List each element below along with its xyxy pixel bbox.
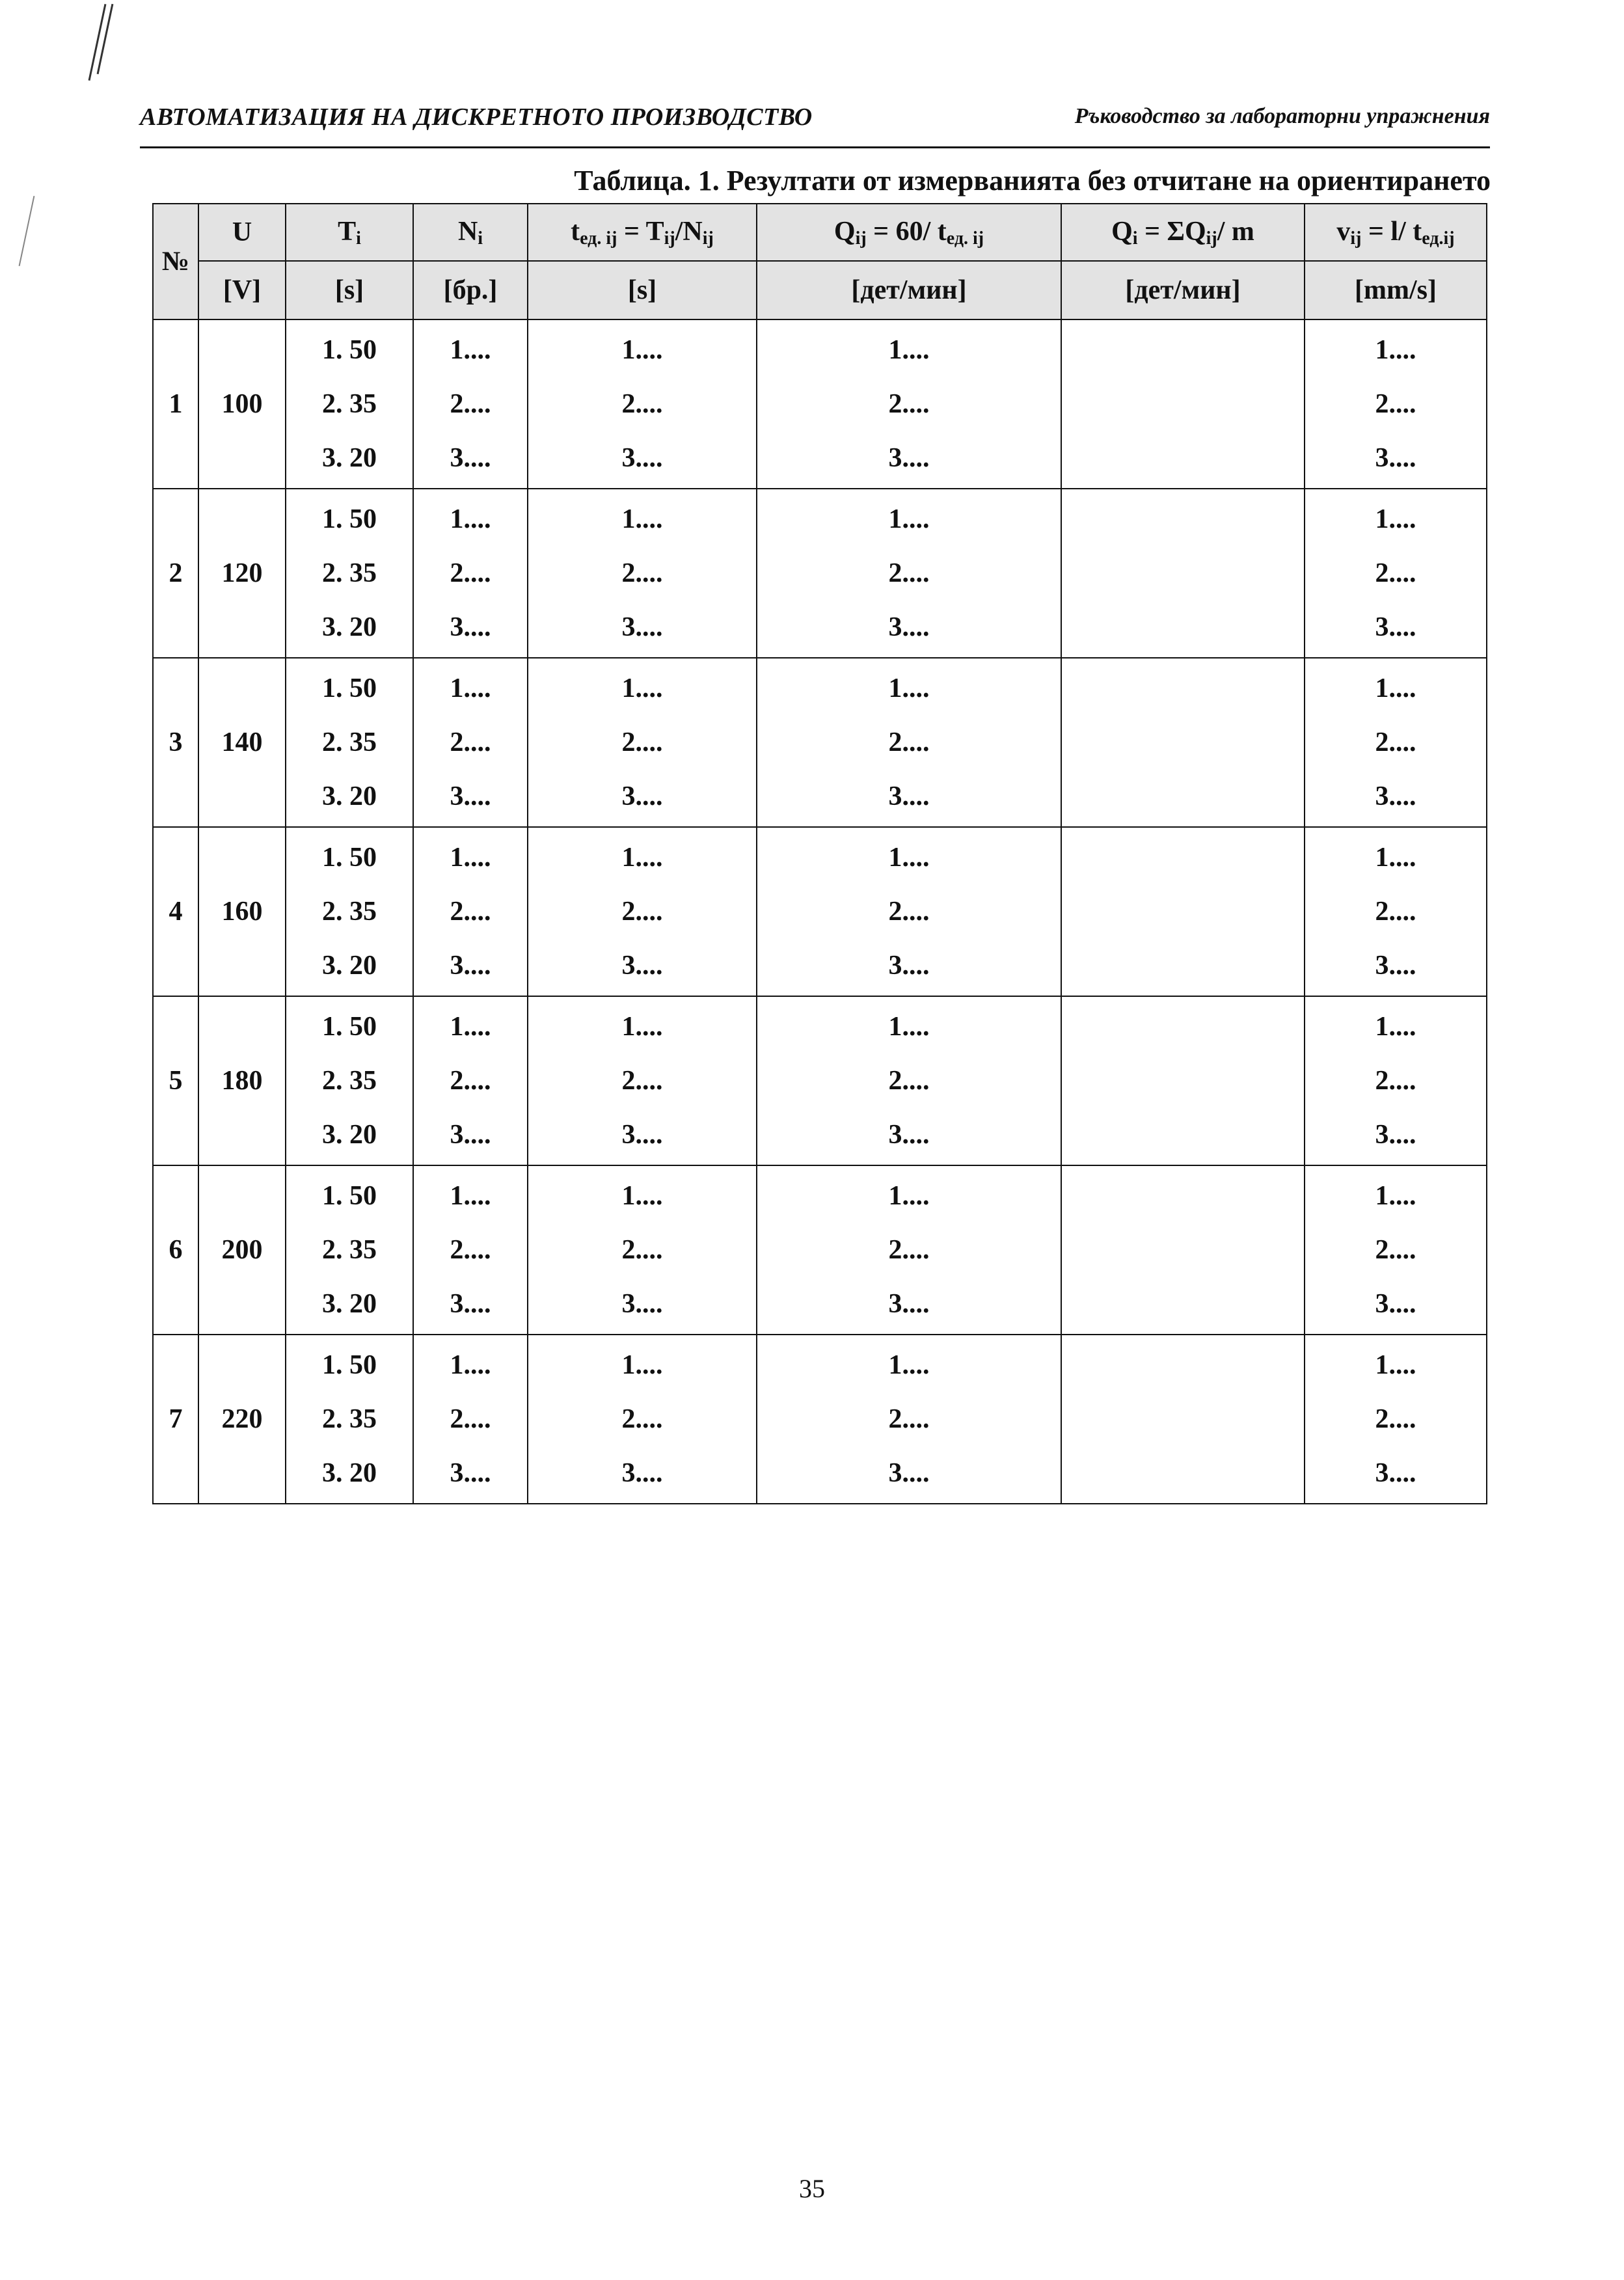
cell-line: 2.... xyxy=(621,1065,663,1096)
cell-ti xyxy=(286,658,413,827)
cell-line: 1.... xyxy=(1375,843,1416,873)
cell-line: 2.... xyxy=(621,1404,663,1434)
cell-line: 1.... xyxy=(450,1012,491,1042)
cell-line: 3.... xyxy=(450,612,491,642)
cell-line: 3. 20 xyxy=(322,1458,377,1488)
cell-line: 2. 35 xyxy=(322,1404,377,1434)
cell-line: 1.... xyxy=(450,504,491,535)
cell-line: 3.... xyxy=(1375,442,1416,473)
cell-ni xyxy=(413,1165,528,1335)
cell-t-unit xyxy=(528,319,757,489)
cell-u: 100 xyxy=(198,319,286,489)
table-row xyxy=(153,489,1487,658)
cell-ti xyxy=(286,1165,413,1335)
cell-line: 1.... xyxy=(621,504,663,535)
cell-line: 1. 50 xyxy=(322,1012,377,1042)
cell-no: 3 xyxy=(153,658,198,827)
cell-line: 2. 35 xyxy=(322,727,377,757)
cell-ti xyxy=(286,319,413,489)
cell-line: 3.... xyxy=(621,1288,663,1319)
cell-vij xyxy=(1305,319,1487,489)
cell-vij xyxy=(1305,996,1487,1165)
table-row xyxy=(153,996,1487,1165)
cell-line: 2.... xyxy=(888,1065,930,1096)
cell-line: 1.... xyxy=(450,843,491,873)
cell-line: 1.... xyxy=(1375,673,1416,704)
cell-line: 2. 35 xyxy=(322,558,377,588)
cell-qi xyxy=(1061,319,1305,489)
cell-qi xyxy=(1061,489,1305,658)
cell-line: 2.... xyxy=(888,896,930,927)
cell-line: 2. 35 xyxy=(322,1065,377,1096)
cell-line: 1. 50 xyxy=(322,673,377,704)
cell-line: 2.... xyxy=(450,388,491,419)
cell-line: 2.... xyxy=(888,727,930,757)
cell-qi xyxy=(1061,827,1305,996)
cell-line: 1. 50 xyxy=(322,1350,377,1381)
header-row-units xyxy=(153,261,1487,319)
cell-line: 3.... xyxy=(621,1458,663,1488)
cell-line: 1. 50 xyxy=(322,843,377,873)
cell-qi xyxy=(1061,1165,1305,1335)
cell-qij xyxy=(757,1335,1061,1504)
cell-line: 3.... xyxy=(1375,612,1416,642)
cell-t-unit xyxy=(528,996,757,1165)
cell-line: 2.... xyxy=(1375,896,1416,927)
cell-line: 1.... xyxy=(1375,1012,1416,1042)
cell-line: 2.... xyxy=(450,727,491,757)
cell-line: 2.... xyxy=(888,388,930,419)
cell-vij xyxy=(1305,1165,1487,1335)
cell-line: 3. 20 xyxy=(322,612,377,642)
cell-line: 2.... xyxy=(450,1234,491,1265)
cell-line: 3.... xyxy=(621,612,663,642)
cell-line: 1.... xyxy=(888,335,930,366)
cell-u: 160 xyxy=(198,827,286,996)
cell-ni xyxy=(413,489,528,658)
cell-t-unit xyxy=(528,489,757,658)
cell-line: 2.... xyxy=(450,558,491,588)
cell-ni xyxy=(413,996,528,1165)
cell-line: 2. 35 xyxy=(322,1234,377,1265)
cell-u: 180 xyxy=(198,996,286,1165)
cell-qi xyxy=(1061,1335,1305,1504)
cell-line: 3.... xyxy=(888,1288,930,1319)
cell-line: 2.... xyxy=(1375,1234,1416,1265)
cell-u: 200 xyxy=(198,1165,286,1335)
col-header-qi: $Q_i = \Sigma Q_{ij}/$ m xyxy=(1061,204,1305,261)
cell-line: 2.... xyxy=(621,558,663,588)
cell-ti xyxy=(286,827,413,996)
cell-line: 2. 35 xyxy=(322,388,377,419)
cell-line: 2.... xyxy=(450,1065,491,1096)
unit-ti: [s] xyxy=(286,261,413,319)
cell-line: 1.... xyxy=(1375,335,1416,366)
cell-line: 3.... xyxy=(1375,1119,1416,1150)
header-divider xyxy=(140,146,1490,148)
header-row-names xyxy=(153,204,1487,261)
cell-line: 3.... xyxy=(888,612,930,642)
table-row xyxy=(153,658,1487,827)
cell-line: 1.... xyxy=(621,1350,663,1381)
cell-ni xyxy=(413,1335,528,1504)
cell-line: 1.... xyxy=(888,673,930,704)
cell-vij xyxy=(1305,827,1487,996)
cell-line: 2.... xyxy=(450,896,491,927)
cell-line: 3.... xyxy=(888,950,930,981)
cell-line: 2.... xyxy=(888,1404,930,1434)
cell-line: 1.... xyxy=(888,1350,930,1381)
cell-line: 3. 20 xyxy=(322,781,377,811)
cell-line: 3.... xyxy=(450,1119,491,1150)
col-header-qij: $Q_{ij} = 60/$ $t_{ед. ij}$ xyxy=(757,204,1061,261)
cell-line: 1.... xyxy=(621,1012,663,1042)
unit-t: [s] xyxy=(528,261,757,319)
cell-line: 2.... xyxy=(1375,1404,1416,1434)
cell-line: 3.... xyxy=(450,781,491,811)
cell-line: 2. 35 xyxy=(322,896,377,927)
cell-t-unit xyxy=(528,658,757,827)
cell-no: 5 xyxy=(153,996,198,1165)
cell-line: 3.... xyxy=(450,950,491,981)
cell-ni xyxy=(413,827,528,996)
cell-line: 3.... xyxy=(1375,781,1416,811)
results-table xyxy=(152,203,1487,1504)
cell-line: 3. 20 xyxy=(322,1119,377,1150)
cell-line: 1.... xyxy=(888,1012,930,1042)
col-header-vij: $v_{ij} = l/$ $t_{ед.ij}$ xyxy=(1305,204,1487,261)
unit-qi: [дет/мин] xyxy=(1061,261,1305,319)
cell-line: 1.... xyxy=(621,673,663,704)
cell-line: 1.... xyxy=(888,504,930,535)
scan-mark xyxy=(19,196,35,266)
cell-line: 1.... xyxy=(1375,1350,1416,1381)
cell-line: 3.... xyxy=(621,442,663,473)
unit-ni: [бр.] xyxy=(413,261,528,319)
table-caption: Таблица. 1. Резултати от измерванията без отчитане на ориентирането xyxy=(574,165,1491,197)
cell-t-unit xyxy=(528,827,757,996)
table-row xyxy=(153,1165,1487,1335)
cell-line: 2.... xyxy=(888,558,930,588)
cell-line: 1.... xyxy=(621,843,663,873)
cell-line: 2.... xyxy=(621,896,663,927)
cell-t-unit xyxy=(528,1165,757,1335)
cell-line: 3.... xyxy=(1375,1458,1416,1488)
col-header-u: U xyxy=(198,204,286,261)
col-header-ti: $T_i$ xyxy=(286,204,413,261)
col-header-no: № xyxy=(153,204,198,319)
cell-line: 2.... xyxy=(450,1404,491,1434)
cell-line: 3. 20 xyxy=(322,950,377,981)
cell-line: 1. 50 xyxy=(322,1181,377,1212)
cell-line: 2.... xyxy=(1375,1065,1416,1096)
cell-line: 1. 50 xyxy=(322,504,377,535)
cell-line: 1.... xyxy=(888,843,930,873)
cell-ti xyxy=(286,1335,413,1504)
cell-no: 2 xyxy=(153,489,198,658)
cell-line: 1.... xyxy=(1375,504,1416,535)
cell-qi xyxy=(1061,996,1305,1165)
cell-line: 3.... xyxy=(621,1119,663,1150)
cell-line: 1.... xyxy=(450,335,491,366)
unit-vij: [mm/s] xyxy=(1305,261,1487,319)
cell-no: 7 xyxy=(153,1335,198,1504)
cell-line: 3.... xyxy=(450,1288,491,1319)
cell-line: 3.... xyxy=(888,442,930,473)
unit-qij: [дет/мин] xyxy=(757,261,1061,319)
cell-line: 3.... xyxy=(888,1458,930,1488)
cell-line: 3.... xyxy=(888,781,930,811)
header-title: АВТОМАТИЗАЦИЯ НА ДИСКРЕТНОТО ПРОИЗВОДСТВО xyxy=(140,103,813,131)
cell-line: 1.... xyxy=(450,673,491,704)
cell-line: 3. 20 xyxy=(322,442,377,473)
cell-line: 2.... xyxy=(621,727,663,757)
cell-line: 2.... xyxy=(1375,388,1416,419)
cell-qij xyxy=(757,827,1061,996)
cell-line: 1. 50 xyxy=(322,335,377,366)
cell-u: 220 xyxy=(198,1335,286,1504)
cell-qij xyxy=(757,1165,1061,1335)
running-header xyxy=(140,103,1490,142)
cell-line: 3.... xyxy=(1375,950,1416,981)
cell-line: 3.... xyxy=(450,442,491,473)
table-row xyxy=(153,319,1487,489)
cell-qij xyxy=(757,489,1061,658)
cell-line: 3.... xyxy=(1375,1288,1416,1319)
cell-no: 1 xyxy=(153,319,198,489)
unit-u: [V] xyxy=(198,261,286,319)
cell-line: 2.... xyxy=(1375,727,1416,757)
cell-vij xyxy=(1305,1335,1487,1504)
cell-qij xyxy=(757,996,1061,1165)
cell-qij xyxy=(757,319,1061,489)
table-row xyxy=(153,1335,1487,1504)
cell-line: 1.... xyxy=(450,1181,491,1212)
col-header-t-unit: $t_{ед. ij} = T_{ij}/N_{ij}$ xyxy=(528,204,757,261)
cell-qij xyxy=(757,658,1061,827)
cell-line: 2.... xyxy=(621,388,663,419)
cell-no: 4 xyxy=(153,827,198,996)
cell-qi xyxy=(1061,658,1305,827)
cell-line: 3.... xyxy=(450,1458,491,1488)
page-number: 35 xyxy=(799,2174,825,2203)
cell-ni xyxy=(413,658,528,827)
cell-line: 1.... xyxy=(888,1181,930,1212)
cell-line: 1.... xyxy=(621,335,663,366)
cell-line: 1.... xyxy=(450,1350,491,1381)
header-subtitle: Ръководство за лабораторни упражнения xyxy=(1074,104,1490,128)
cell-line: 1.... xyxy=(621,1181,663,1212)
table-row xyxy=(153,827,1487,996)
cell-line: 2.... xyxy=(1375,558,1416,588)
cell-line: 3. 20 xyxy=(322,1288,377,1319)
cell-t-unit xyxy=(528,1335,757,1504)
col-header-ni: $N_i$ xyxy=(413,204,528,261)
cell-ni xyxy=(413,319,528,489)
cell-vij xyxy=(1305,658,1487,827)
cell-line: 3.... xyxy=(888,1119,930,1150)
cell-u: 140 xyxy=(198,658,286,827)
cell-u: 120 xyxy=(198,489,286,658)
scan-mark xyxy=(97,4,114,74)
cell-line: 2.... xyxy=(621,1234,663,1265)
cell-ti xyxy=(286,489,413,658)
cell-line: 2.... xyxy=(888,1234,930,1265)
cell-no: 6 xyxy=(153,1165,198,1335)
cell-vij xyxy=(1305,489,1487,658)
cell-line: 3.... xyxy=(621,781,663,811)
cell-ti xyxy=(286,996,413,1165)
cell-line: 1.... xyxy=(1375,1181,1416,1212)
cell-line: 3.... xyxy=(621,950,663,981)
